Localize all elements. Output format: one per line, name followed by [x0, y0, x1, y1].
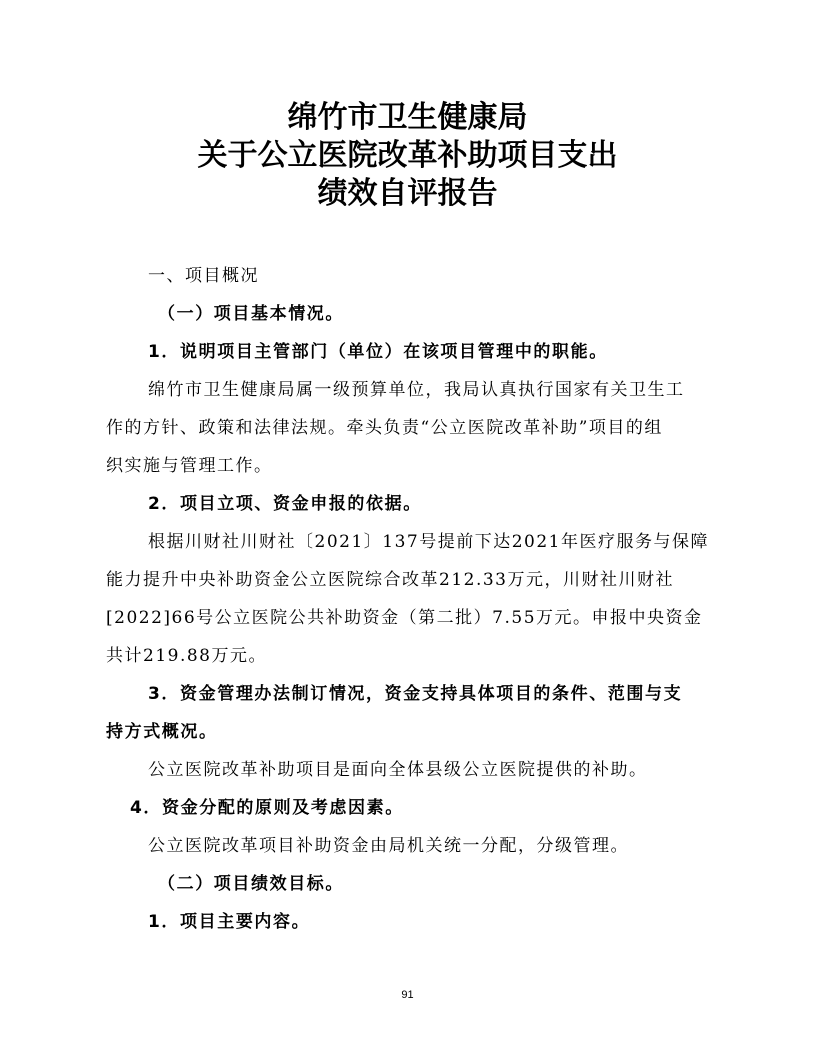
item-1-body-line-3: 织实施与管理工作。: [106, 456, 273, 476]
item-3-heading-line-1: 3．资金管理办法制订情况，资金支持具体项目的条件、范围与支: [148, 684, 683, 704]
subsection-2-item-1-heading: 1．项目主要内容。: [148, 912, 311, 932]
document-title-line-3: 绩效自评报告: [317, 176, 498, 211]
item-1-body-line-1: 绵竹市卫生健康局属一级预算单位，我局认真执行国家有关卫生工: [148, 380, 685, 400]
subsection-heading-performance-goals: （二）项目绩效目标。: [158, 874, 344, 894]
page-number: 91: [401, 989, 414, 1001]
item-4-heading: 4．资金分配的原则及考虑因素。: [130, 798, 404, 818]
item-2-heading: 2．项目立项、资金申报的依据。: [148, 494, 422, 514]
document-title-line-1: 绵竹市卫生健康局: [287, 100, 528, 135]
document-title-line-2: 关于公立医院改革补助项目支出: [197, 138, 618, 173]
item-4-body: 公立医院改革项目补助资金由局机关统一分配，分级管理。: [148, 836, 629, 856]
subsection-heading-basic-info: （一）项目基本情况。: [158, 304, 344, 324]
item-2-body-line-2: 能力提升中央补助资金公立医院综合改革212.33万元，川财社川财社: [106, 570, 674, 590]
item-1-body-line-2: 作的方针、政策和法律法规。牵头负责“公立医院改革补助”项目的组: [106, 418, 663, 438]
section-heading-overview: 一、项目概况: [148, 266, 259, 286]
item-3-body: 公立医院改革补助项目是面向全体县级公立医院提供的补助。: [148, 760, 648, 780]
item-1-heading: 1．说明项目主管部门（单位）在该项目管理中的职能。: [148, 342, 608, 362]
item-2-body-line-4: 共计219.88万元。: [106, 646, 267, 666]
item-2-body-line-3: [2022]66号公立医院公共补助资金（第二批）7.55万元。申报中央资金: [106, 608, 703, 628]
item-3-heading-line-2: 持方式概况。: [106, 722, 218, 742]
item-2-body-line-1: 根据川财社川财社〔2021〕137号提前下达2021年医疗服务与保障: [148, 532, 709, 552]
